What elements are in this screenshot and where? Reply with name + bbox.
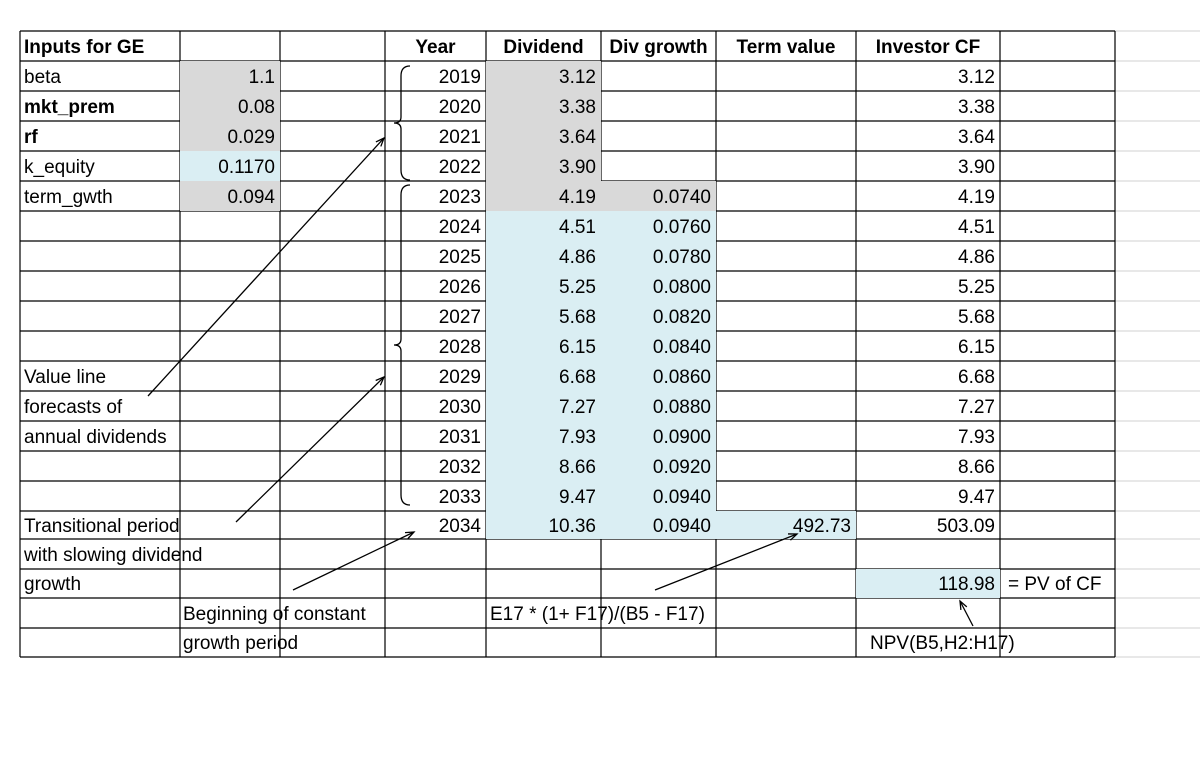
input-label[interactable]: term_gwth	[24, 186, 113, 208]
beginning-note[interactable]: Beginning of constant	[183, 603, 366, 625]
dividend-cell[interactable]: 3.38	[559, 96, 596, 118]
input-value[interactable]: 0.08	[238, 96, 275, 118]
growth-cell[interactable]: 0.0800	[652, 276, 711, 298]
investor-cf-cell[interactable]: 8.66	[958, 456, 995, 478]
growth-cell[interactable]: 0.0880	[652, 396, 711, 418]
dividend-cell[interactable]: 3.64	[559, 126, 596, 148]
year-cell[interactable]: 2022	[438, 156, 481, 178]
growth-cell[interactable]: 0.0940	[652, 486, 711, 508]
dividend-cell[interactable]: 5.68	[559, 306, 596, 328]
input-label[interactable]: rf	[24, 126, 38, 148]
dividend-cell[interactable]: 3.90	[559, 156, 596, 178]
year-cell[interactable]: 2030	[438, 396, 481, 418]
input-value[interactable]: 0.029	[227, 126, 275, 148]
header-year[interactable]: Year	[415, 36, 456, 58]
input-value[interactable]: 0.094	[227, 186, 275, 208]
year-cell[interactable]: 2028	[438, 336, 481, 358]
year-cell[interactable]: 2024	[438, 216, 481, 238]
dividend-cell[interactable]: 8.66	[559, 456, 596, 478]
transitional-note[interactable]: growth	[24, 574, 82, 595]
year-cell[interactable]: 2021	[438, 126, 481, 148]
npv-formula[interactable]: NPV(B5,H2:H17)	[870, 633, 1015, 654]
dividend-cell[interactable]: 3.12	[559, 66, 596, 88]
dividend-cell[interactable]: 5.25	[559, 276, 596, 298]
input-label[interactable]: k_equity	[24, 156, 95, 178]
beginning-note[interactable]: growth period	[183, 633, 299, 654]
header-investor-cf[interactable]: Investor CF	[875, 36, 981, 58]
growth-cell[interactable]: 0.0920	[652, 456, 711, 478]
growth-cell[interactable]: 0.0740	[652, 186, 711, 208]
dividend-cell[interactable]: 7.93	[559, 426, 596, 448]
dividend-cell[interactable]: 6.68	[559, 366, 596, 388]
growth-cell[interactable]: 0.0860	[652, 366, 711, 388]
investor-cf-cell[interactable]: 9.47	[958, 486, 995, 508]
pv-value[interactable]: 118.98	[938, 574, 995, 595]
growth-cell[interactable]: 0.0940	[652, 515, 711, 537]
term-value-cell[interactable]: 492.73	[792, 515, 851, 537]
investor-cf-cell[interactable]: 7.27	[958, 396, 995, 418]
year-cell[interactable]: 2027	[438, 306, 481, 328]
dividend-cell[interactable]: 4.86	[559, 246, 596, 268]
year-cell[interactable]: 2034	[438, 515, 481, 537]
year-cell[interactable]: 2031	[438, 426, 481, 448]
dividend-cell[interactable]: 4.19	[559, 186, 596, 208]
investor-cf-cell[interactable]: 3.38	[958, 96, 995, 118]
year-cell[interactable]: 2019	[438, 66, 481, 88]
dividend-cell[interactable]: 9.47	[559, 486, 596, 508]
input-label[interactable]: mkt_prem	[24, 96, 115, 118]
value-line-note[interactable]: annual dividends	[24, 426, 167, 448]
investor-cf-cell[interactable]: 503.09	[936, 515, 995, 537]
investor-cf-cell[interactable]: 7.93	[958, 426, 995, 448]
dividend-cell[interactable]: 6.15	[559, 336, 596, 358]
input-value[interactable]: 1.1	[248, 66, 275, 88]
growth-cell[interactable]: 0.0780	[652, 246, 711, 268]
year-cell[interactable]: 2025	[438, 246, 481, 268]
dividend-cell[interactable]: 4.51	[559, 216, 596, 238]
header-div-growth[interactable]: Div growth	[609, 36, 708, 58]
year-cell[interactable]: 2033	[438, 486, 481, 508]
growth-cell[interactable]: 0.0760	[652, 216, 711, 238]
growth-cell[interactable]: 0.0820	[652, 306, 711, 328]
header-dividend[interactable]: Dividend	[503, 36, 584, 58]
dividend-cell[interactable]: 10.36	[548, 515, 596, 537]
value-line-note[interactable]: forecasts of	[24, 396, 123, 418]
input-label[interactable]: beta	[24, 66, 61, 88]
growth-cell[interactable]: 0.0840	[652, 336, 711, 358]
transitional-note[interactable]: Transitional period	[24, 515, 180, 537]
year-cell[interactable]: 2026	[438, 276, 481, 298]
investor-cf-cell[interactable]: 4.51	[958, 216, 995, 238]
pv-label[interactable]: = PV of CF	[1008, 574, 1102, 595]
investor-cf-cell[interactable]: 5.25	[958, 276, 995, 298]
investor-cf-cell[interactable]: 4.19	[958, 186, 995, 208]
investor-cf-cell[interactable]: 6.15	[958, 336, 995, 358]
investor-cf-cell[interactable]: 5.68	[958, 306, 995, 328]
dividend-cell[interactable]: 7.27	[559, 396, 596, 418]
value-line-note[interactable]: Value line	[24, 366, 107, 388]
year-cell[interactable]: 2023	[438, 186, 481, 208]
term-formula[interactable]: E17 * (1+ F17)/(B5 - F17)	[490, 603, 705, 625]
input-value[interactable]: 0.1170	[218, 156, 275, 178]
investor-cf-cell[interactable]: 4.86	[958, 246, 995, 268]
investor-cf-cell[interactable]: 6.68	[958, 366, 995, 388]
year-cell[interactable]: 2020	[438, 96, 481, 118]
inputs-title[interactable]: Inputs for GE	[24, 36, 145, 58]
transitional-note[interactable]: with slowing dividend	[24, 544, 203, 566]
investor-cf-cell[interactable]: 3.12	[958, 66, 995, 88]
investor-cf-cell[interactable]: 3.64	[958, 126, 995, 148]
year-cell[interactable]: 2032	[438, 456, 481, 478]
growth-cell[interactable]: 0.0900	[652, 426, 711, 448]
header-term-value[interactable]: Term value	[736, 36, 836, 58]
year-cell[interactable]: 2029	[438, 366, 481, 388]
investor-cf-cell[interactable]: 3.90	[958, 156, 995, 178]
